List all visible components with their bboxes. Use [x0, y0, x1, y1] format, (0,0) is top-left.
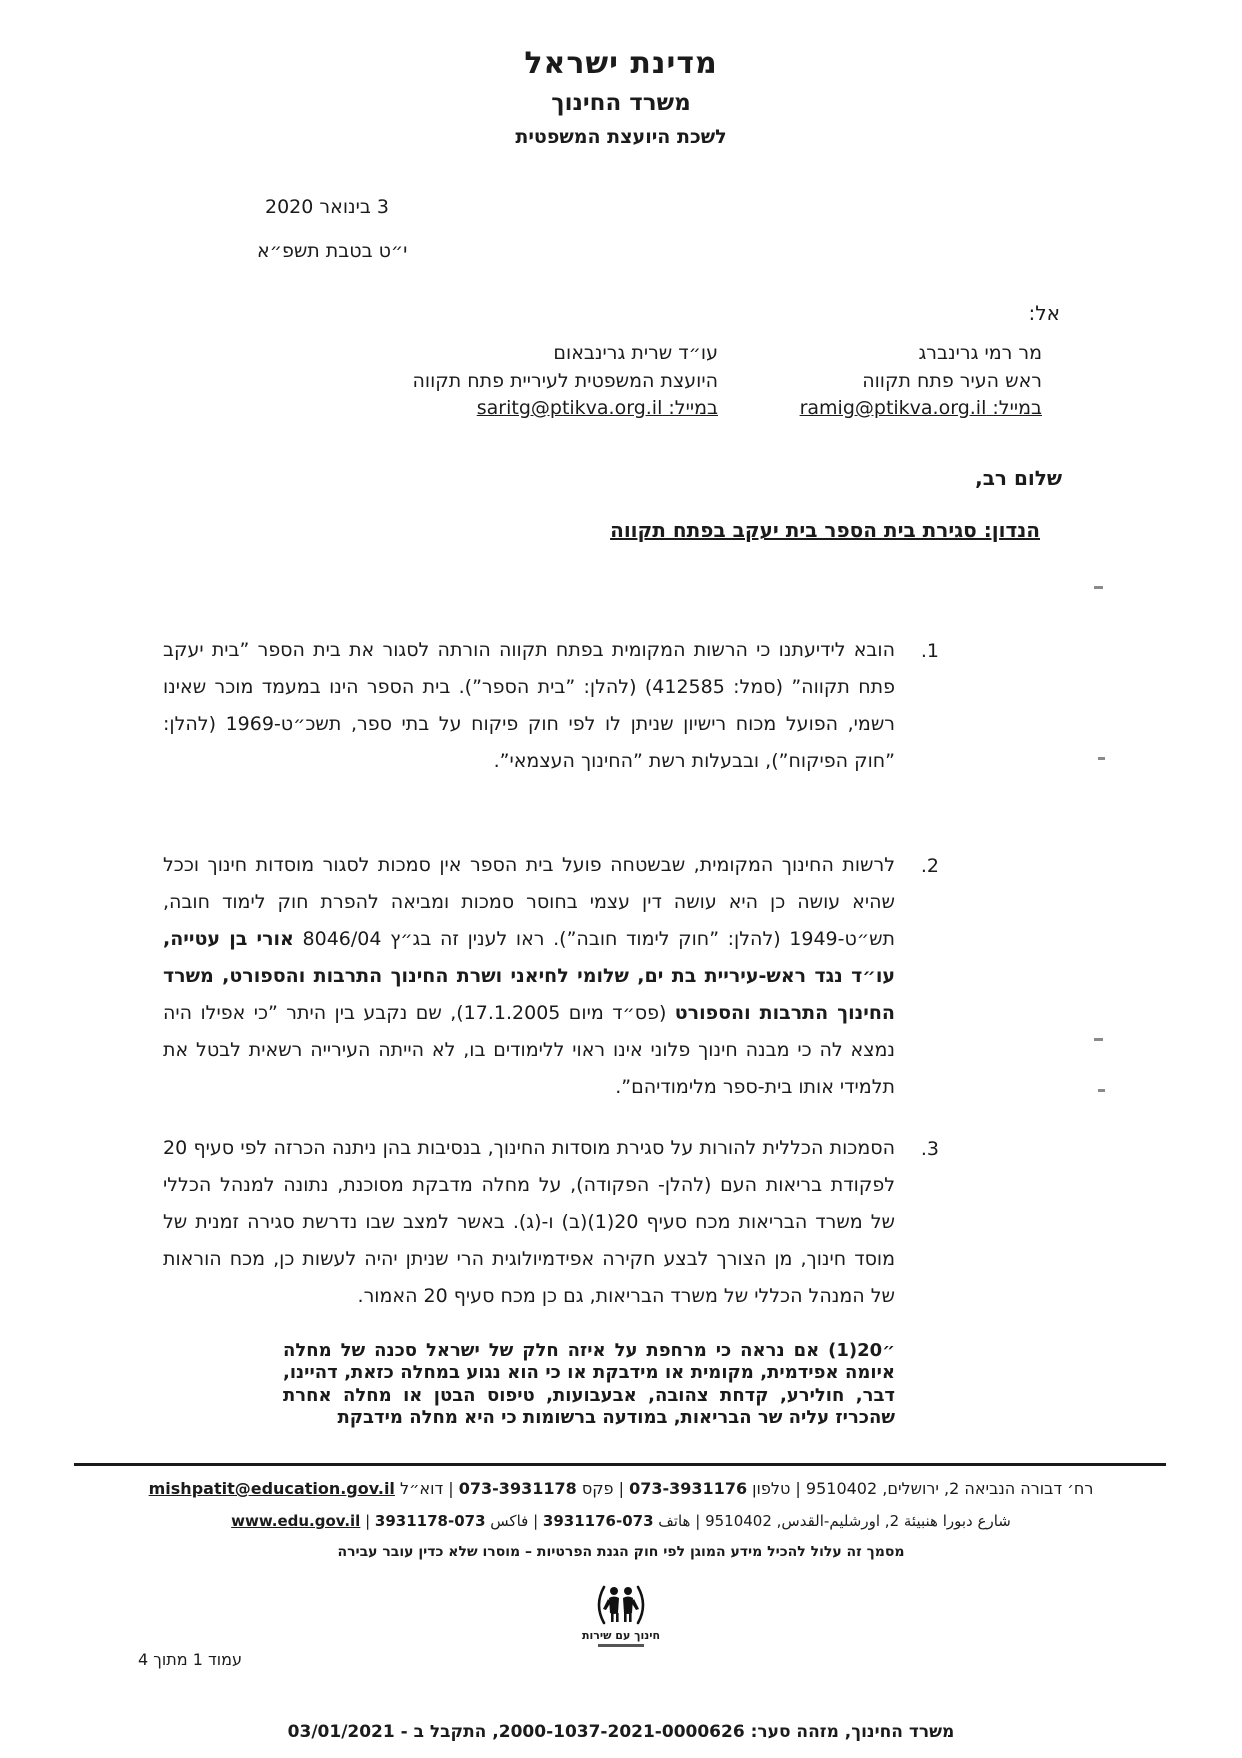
footer-fax: 073-3931178: [458, 1479, 577, 1498]
subject-line: הנדון: סגירת בית הספר בית יעקב בפתח תקווה: [610, 518, 1040, 542]
scan-artifact: [1098, 1089, 1105, 1092]
mayor-email-link[interactable]: ramig@ptikva.org.il: [799, 397, 987, 420]
logo-caption: חינוך עם שירות: [581, 1629, 661, 1642]
footer-address-hebrew: [0, 1479, 1242, 1498]
scan-artifact: [1094, 586, 1103, 589]
received-stamp-line: משרד החינוך, מזהה סער: 2000-1037-2021-0000626, התקבל ב - 03/01/2021: [287, 1722, 955, 1742]
to-label: אל:: [1028, 301, 1060, 325]
email-label: במייל:: [662, 397, 718, 420]
paragraph-2-case-citation: אורי בן עטייה, עו״ד נגד ראש-עיריית בת ים, שלומי לחיאני ושרת החינוך התרבות והספורט, משרד החינוך התרבות והספורט: [163, 928, 895, 1025]
paragraph-2-text: לרשות החינוך המקומית, שבשטחה פועל בית הספר אין סמכות לסגור מוסדות חינוך וככל שהיא עושה כן היא עושה דין עצמי בחוסר סמכות ומביאה להפרת חוק לימוד חובה, תש״ט-1949 (להלן: ”חוק לימוד חובה”). ראו לענין זה בג״ץ 8046/04: [163, 854, 896, 951]
letterhead-ministry: משרד החינוך: [551, 90, 691, 116]
paragraph-1-number: 1.: [920, 640, 939, 662]
footer-divider: [74, 1463, 1166, 1466]
recipient-mayor-title: ראש העיר פתח תקווה: [862, 369, 1042, 392]
recipient-mayor-email-line: [800, 395, 1042, 423]
footer-address-arabic: [0, 1512, 1242, 1530]
date-gregorian: 3 בינואר 2020: [265, 196, 389, 218]
recipient-advisor-name: עו״ד שרית גרינבאום: [553, 342, 718, 364]
letterhead-state: מדינת ישראל: [524, 46, 718, 81]
footer-fax-label: | פקס: [576, 1479, 630, 1498]
footer-address-he-text: רח׳ דבורה הנביאה 2, ירושלים, 9510402 | טלפון: [747, 1479, 1094, 1498]
footer-phone-ar: 073-3931176: [542, 1512, 654, 1530]
advisor-email-link[interactable]: saritg@ptikva.org.il: [476, 397, 663, 420]
letterhead: [0, 46, 1242, 148]
paragraph-2-number: 2.: [920, 855, 939, 877]
logo-subline: [598, 1644, 644, 1647]
footer-phone: 073-3931176: [629, 1479, 748, 1498]
privacy-notice: מסמך זה עלול להכיל מידע המוגן לפי חוק הגנת הפרטיות – מוסרו שלא כדין עובר עבירה: [337, 1544, 905, 1560]
footer-address-ar-text: شارع دبورا هنبيئة 2, اورشليم-القدس, 9510402 | هاتف: [653, 1512, 1011, 1530]
recipient-mayor: [800, 340, 1042, 423]
paragraph-2: [163, 847, 939, 1106]
scan-artifact: [1098, 757, 1105, 760]
greeting: שלום רב,: [975, 466, 1062, 490]
recipient-advisor-title: היועצת המשפטית לעיריית פתח תקווה: [412, 369, 718, 392]
paragraph-2-text-after: (פס״ד מיום 17.1.2005), שם נקבע בין היתר ”כי אפילו היה נמצא לה כי מבנה חינוך פלוני אינו ראוי ללימודים בו, לא הייתה העירייה רשאית לבטל את תלמידי אותו בית-ספר מלימודיהם”.: [163, 1002, 895, 1099]
email-label: במייל:: [986, 397, 1042, 420]
footer-separator-ar: |: [360, 1512, 375, 1530]
recipient-legal-advisor: [412, 340, 718, 423]
paragraph-1-text: הובא לידיעתנו כי הרשות המקומית בפתח תקווה הורתה לסגור את בית הספר ”בית יעקב פתח תקווה” (סמל: 412585) (להלן: ”בית הספר”). בית הספר הינו במעמד מוכר שאינו רשמי, הפועל מכוח רישיון שניתן לו לפי חוק פיקוח על בתי ספר, תשכ״ט-1969 (להלן: ”חוק הפיקוח”), ובבעלות רשת ”החינוך העצמאי”.: [163, 639, 896, 773]
paragraph-3: [163, 1130, 939, 1315]
paragraph-3-text: הסמכות הכללית להורות על סגירת מוסדות החינוך, בנסיבות בהן ניתנה הכרזה לפי סעיף 20 לפקודת בריאות העם (להלן- הפקודה), על מחלה מדבקת מסוכנת, נתונה למנהל הכללי של משרד הבריאות מכח סעיף 20(1)(ב) ו-(ג). באשר למצב שבו נדרשת סגירה זמנית של מוסד חינוך, מן הצורך לבצע חקירה אפידמיולוגית הרי שניתן יהיה לעשות כן, מכח הוראות של המנהל הכללי של משרד הבריאות, גם כן מכח סעיף 20 האמור.: [163, 1137, 895, 1308]
footer-website-link[interactable]: www.edu.gov.il: [231, 1512, 361, 1530]
page-number: עמוד 1 מתוך 4: [138, 1650, 242, 1669]
footer-email-link[interactable]: mishpatit@education.gov.il: [148, 1479, 395, 1498]
letterhead-office: לשכת היועצת המשפטית: [515, 126, 727, 148]
scan-artifact: [1094, 1038, 1103, 1041]
service-emblem-icon: [582, 1583, 660, 1627]
recipient-advisor-email-line: [412, 395, 718, 423]
ministry-service-logo: [0, 1583, 1242, 1647]
paragraph-1: [163, 632, 939, 780]
recipient-mayor-name: מר רמי גרינברג: [918, 342, 1042, 364]
footer-email-label: | דוא״ל: [394, 1479, 459, 1498]
paragraph-3-number: 3.: [920, 1138, 939, 1160]
statute-quote: ״20(1) אם נראה כי מרחפת על איזה חלק של ישראל סכנה של מחלה איומה אפידמית, מקומית או מידבקת או כי הוא נגוע במחלה כזאת, דהיינו, דבר, חולירע, קדחת צהובה, אבעבועות, טיפוס הבטן או מחלה אחרת שהכריז עליה שר הבריאות, במודעה ברשומות כי היא מחלה מידבקת: [283, 1340, 895, 1428]
footer-fax-label-ar: | فاكس: [485, 1512, 543, 1530]
date-hebrew: י״ט בטבת תשפ״א: [257, 240, 408, 262]
footer-fax-ar: 073-3931178: [374, 1512, 486, 1530]
